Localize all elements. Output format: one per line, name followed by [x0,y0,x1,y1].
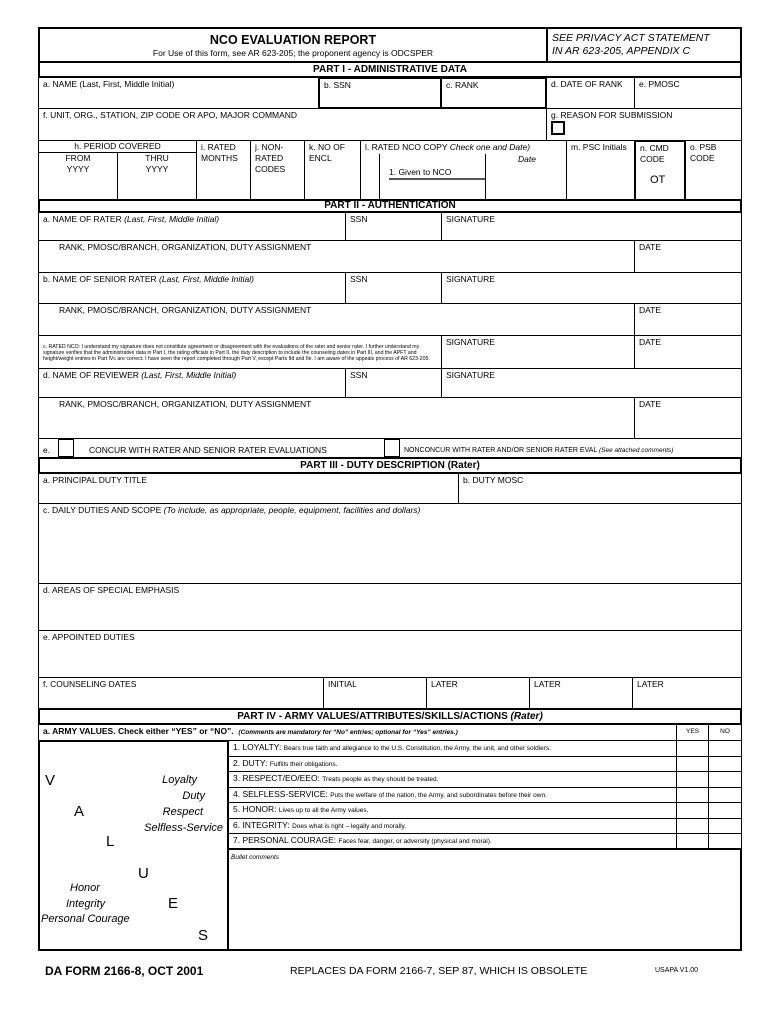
counseling-initial-field[interactable]: INITIAL [323,677,427,709]
senior-rater-signature-field[interactable]: SIGNATURE [441,272,742,304]
value-yes-checkbox[interactable] [676,771,709,788]
rated-nco-statement: c. RATED NCO: I understand my signature does not constitute agreement or disagreement with the evaluations of the rater and senior rater. I further understand my signature verifies that the administrative data in Part I, the rating officials in Part II, the duty description to include the counseling dates in Part III, and the APFT and height/weight entries in Part IVc are correct. I have seen the report completed through Part V, except Parts IId and IIe. I am aware of the appeals process of AR 623-205. [38,335,442,369]
reviewer-name-field[interactable] [38,368,346,398]
label: c. RANK [446,80,479,90]
from-label: FROM [65,153,91,163]
note: Check one and Date) [449,142,531,152]
principal-duty-title-field[interactable]: a. PRINCIPAL DUTY TITLE [38,473,459,504]
part3-title: PART III - DUTY DESCRIPTION (Rater) [38,457,742,474]
counseling-later-field-2[interactable]: LATER [529,677,633,709]
rater-rank-field[interactable]: RANK, PMOSC/BRANCH, ORGANIZATION, DUTY ASSIGNMENT [38,240,635,273]
value-yes-checkbox[interactable] [676,787,709,804]
letter-a: A [74,803,85,820]
given-checkbox[interactable] [361,154,380,201]
privacy-line-2: IN AR 623-205, APPENDIX C [552,45,691,57]
note: (Last, First, Middle Initial) [159,274,254,284]
value-name: 1. LOYALTY: [233,742,282,752]
label: b. SSN [324,80,351,90]
value-yes-checkbox[interactable] [676,756,709,773]
psb-code-field[interactable]: o. PSB CODE [685,140,742,201]
counseling-later-field-3[interactable]: LATER [632,677,742,709]
value-yes-checkbox[interactable] [676,818,709,835]
rank-field[interactable] [440,77,547,109]
part1-title: PART I - ADMINISTRATIVE DATA [38,61,742,78]
cmd-code-field[interactable] [634,140,686,201]
value-no-checkbox[interactable] [708,771,742,788]
letter-l: L [106,833,115,850]
special-emphasis-field[interactable]: d. AREAS OF SPECIAL EMPHASIS [38,583,742,631]
letter-e: E [168,895,179,912]
reason-code-box[interactable] [551,121,565,135]
value-no-checkbox[interactable] [708,740,742,757]
note: (Last, First, Middle Initial) [124,214,220,224]
value-yes-checkbox[interactable] [676,802,709,819]
counseling-dates-label: f. COUNSELING DATES [38,677,324,709]
value-no-checkbox[interactable] [708,818,742,835]
nonconcur-label: NONCONCUR WITH RATER AND/OR SENIOR RATER EVAL (See attached comments) [404,447,674,454]
values-acronym-panel [38,740,229,951]
given-to-nco-label: 1. Given to NCO [389,167,485,180]
word-personal-courage: Personal Courage [41,913,130,925]
reason-field[interactable] [546,108,742,141]
reviewer-rank-field[interactable]: RANK, PMOSC/BRANCH, ORGANIZATION, DUTY ASSIGNMENT [38,397,635,439]
counseling-later-field-1[interactable]: LATER [426,677,530,709]
label: a. NAME (Last, First, Middle Initial) [43,79,175,89]
value-no-checkbox[interactable] [708,787,742,804]
pmosc-field[interactable] [634,77,742,109]
value-description: Treats people as they should be treated. [322,776,439,783]
label: c. DAILY DUTIES AND SCOPE [43,505,162,515]
senior-rater-rank-field[interactable]: RANK, PMOSC/BRANCH, ORGANIZATION, DUTY ASSIGNMENT [38,303,635,336]
date-of-rank-field[interactable] [546,77,635,109]
value-name: 5. HONOR: [233,804,277,814]
letter-v: V [45,772,56,789]
name-field[interactable] [38,77,319,109]
rater-signature-field[interactable]: SIGNATURE [441,212,742,241]
word-honor: Honor [70,882,100,894]
privacy-line-1: SEE PRIVACY ACT STATEMENT [552,32,710,44]
no-of-encl-field[interactable]: k. NO OF ENCL [304,140,361,201]
unit-field[interactable] [38,108,547,141]
form-subtitle: For Use of this form, see AR 623-205; the proponent agency is ODCSPER [152,48,434,58]
value-item [228,818,677,835]
value-item [228,756,677,773]
reviewer-ssn-field[interactable]: SSN [345,368,442,398]
rated-nco-date-field[interactable]: DATE [634,335,742,369]
value-description: Faces fear, danger, or adversity (physical and moral). [338,838,492,845]
rated-months-field[interactable]: i. RATED MONTHS [196,140,251,201]
label: Bullet comments [231,854,280,861]
letter-s: S [198,927,209,944]
daily-duties-field[interactable] [38,503,742,584]
senior-rater-ssn-field[interactable]: SSN [345,272,442,304]
label: b. NAME OF SENIOR RATER [43,274,157,284]
form-title-box [38,27,548,63]
thru-value[interactable]: YYYY [145,164,169,174]
form-number: DA FORM 2166-8, OCT 2001 [45,964,204,978]
period-covered [38,140,197,201]
bullet-comments-field[interactable] [227,848,742,951]
part4-title: PART IV - ARMY VALUES/ATTRIBUTES/SKILLS/ACTIONS (Rater) [38,708,742,725]
form-title: NCO EVALUATION REPORT [209,33,377,47]
value-item [228,771,677,788]
appointed-duties-field[interactable]: e. APPOINTED DUTIES [38,630,742,678]
date-label: Date [518,154,536,164]
reviewer-date-field[interactable]: DATE [634,397,742,439]
word-duty: Duty [182,790,205,802]
value-name: 4. SELFLESS-SERVICE: [233,788,328,799]
value-description: Lives up to all the Army values. [278,807,369,814]
value-name: 2. DUTY: [233,757,268,768]
value-description: Bears true faith and allegiance to the U.S. Constitution, the Army, the unit, and other soldiers. [283,745,551,752]
word-selfless-service: Selfless-Service [144,822,223,834]
value-item [228,802,677,819]
part2-title: PART II - AUTHENTICATION [38,199,742,213]
cmd-code-value: OT [650,174,666,186]
label: l. RATED NCO COPY [365,142,448,152]
value-no-checkbox[interactable] [708,802,742,819]
label: n. CMD CODE [640,143,669,164]
value-yes-checkbox[interactable] [676,740,709,757]
value-item [228,740,677,757]
concur-checkbox[interactable] [58,439,74,457]
note: (Last, First, Middle Initial) [141,370,237,380]
note: (To include, as appropriate, people, equipment, facilities and dollars) [163,505,421,515]
reviewer-concur-row [38,438,742,458]
rater-date-field[interactable]: DATE [634,240,742,273]
label: f. UNIT, ORG., STATION, ZIP CODE OR APO, MAJOR COMMAND [43,110,298,120]
ssn-field[interactable] [318,77,442,109]
reviewer-signature-field[interactable]: SIGNATURE [441,368,742,398]
thru-label: THRU [145,153,169,163]
psc-initials-field[interactable]: m. PSC Initials [566,140,635,201]
label: d. NAME OF REVIEWER [43,370,139,380]
value-description: Does what is right – legally and morally. [292,822,407,830]
label: e. [43,445,51,455]
replaces-note: REPLACES DA FORM 2166-7, SEP 87, WHICH IS OBSOLETE [290,965,588,977]
nonconcur-checkbox[interactable] [384,439,400,457]
label: d. DATE OF RANK [551,79,623,89]
letter-u: U [138,865,149,882]
value-name: 7. PERSONAL COURAGE: [233,835,337,845]
privacy-statement [546,27,742,63]
rater-ssn-field[interactable]: SSN [345,212,442,241]
word-respect: Respect [162,806,203,818]
duty-mosc-field[interactable]: b. DUTY MOSC [458,473,742,504]
value-name: 6. INTEGRITY: [233,819,290,830]
no-header: NO [708,724,742,741]
word-integrity: Integrity [66,898,106,910]
word-loyalty: Loyalty [162,774,197,786]
value-no-checkbox[interactable] [708,756,742,773]
label: a. NAME OF RATER [43,214,122,224]
yes-header: YES [676,724,709,741]
label: h. PERIOD COVERED [39,141,196,153]
concur-label: CONCUR WITH RATER AND SENIOR RATER EVALUATIONS [89,445,327,455]
army-values-header: a. ARMY VALUES. Check either “YES” or “NO”. (Comments are mandatory for “No” entries; optional for “Yes” entries.) [38,724,677,741]
label: e. PMOSC [639,79,680,89]
value-description: Fulfills their obligations. [269,760,338,768]
value-name: 3. RESPECT/EO/EEO: [233,773,320,783]
senior-rater-date-field[interactable]: DATE [634,303,742,336]
senior-rater-name-field[interactable] [38,272,346,304]
rater-name-field[interactable] [38,212,346,241]
rated-nco-copy [360,140,567,201]
label: g. REASON FOR SUBMISSION [551,110,673,120]
from-value[interactable]: YYYY [66,164,90,174]
version: USAPA V1.00 [655,967,699,974]
nonrated-codes-field[interactable]: j. NON-RATED CODES [250,140,305,201]
value-item [228,787,677,804]
rated-nco-signature-field[interactable]: SIGNATURE [441,335,635,369]
value-description: Puts the welfare of the nation, the Army, and subordinates before their own. [330,791,547,799]
